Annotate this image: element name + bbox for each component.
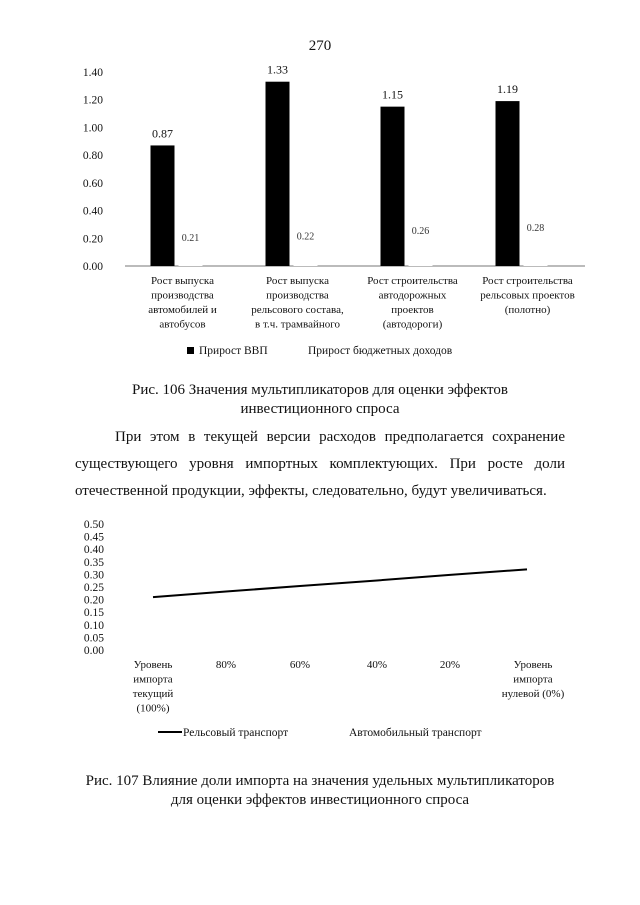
x-category-label: (полотно) xyxy=(504,304,551,316)
legend-budget-swatch xyxy=(300,347,307,354)
y-tick-label: 0.00 xyxy=(82,261,103,273)
y-tick-label: 0.30 xyxy=(83,569,104,582)
y-tick-label: 0.10 xyxy=(83,619,104,632)
y-tick-label: 1.40 xyxy=(82,67,103,79)
x-category-label: 80% xyxy=(215,659,237,671)
figure-107-caption-line2: для оценки эффектов инвестиционного спроса xyxy=(170,792,470,808)
bar-budget-value-label: 0.26 xyxy=(411,225,430,237)
x-category-label: импорта xyxy=(513,673,553,686)
x-category-label: рельсового состава, xyxy=(251,304,344,316)
y-tick-label: 0.80 xyxy=(82,150,103,163)
x-category-label: (автодороги) xyxy=(382,318,443,331)
y-tick-label: 0.00 xyxy=(83,645,104,657)
x-category-label: импорта xyxy=(133,673,173,686)
x-category-label: рельсовых проектов xyxy=(480,289,575,302)
x-category-label: производства xyxy=(266,289,329,302)
figure-107-caption-line1: Рис. 107 Влияние доли импорта на значения удельных мультипликаторов xyxy=(85,773,555,789)
legend-rail-label: Рельсовый транспорт xyxy=(183,727,289,739)
body-paragraph: При этом в текущей версии расходов предполагается сохранение существующего уровня импортных комплектующих. При росте доли отечественной продукции, эффекты, следовательно, будут увеличиваться. xyxy=(75,429,565,499)
x-category-label: автодорожных xyxy=(378,289,447,302)
x-category-label: автобусов xyxy=(159,318,206,331)
bar-gdp-value-label: 1.15 xyxy=(382,87,403,102)
bar-gdp-value-label: 0.87 xyxy=(152,126,173,141)
y-tick-label: 0.20 xyxy=(82,233,103,246)
legend-auto-label: Автомобильный транспорт xyxy=(349,727,482,739)
x-category-label: Уровень xyxy=(133,659,173,671)
y-tick-label: 0.15 xyxy=(83,607,104,620)
x-category-label: Рост выпуска xyxy=(151,275,214,287)
y-tick-label: 0.05 xyxy=(83,632,104,645)
bar-gdp-value-label: 1.19 xyxy=(497,82,518,97)
line-chart xyxy=(0,515,640,750)
bar-gdp xyxy=(381,107,405,266)
y-tick-label: 0.25 xyxy=(83,582,104,594)
y-tick-label: 0.20 xyxy=(83,594,104,607)
x-category-label: автомобилей и xyxy=(148,304,217,316)
y-tick-label: 0.50 xyxy=(83,519,104,531)
x-category-label: Рост выпуска xyxy=(266,275,329,287)
line-series-0 xyxy=(153,569,527,597)
y-tick-label: 0.60 xyxy=(82,177,103,190)
x-category-label: Рост строительства xyxy=(482,275,573,287)
page-number: 270 xyxy=(308,38,332,54)
figure-107-caption xyxy=(60,772,580,810)
x-category-label: в т.ч. трамвайного xyxy=(255,318,340,331)
x-category-label: 40% xyxy=(366,659,388,671)
bar-gdp xyxy=(151,145,175,266)
legend-gdp-label: Прирост ВВП xyxy=(199,345,268,357)
bar-gdp xyxy=(266,82,290,266)
x-category-label: производства xyxy=(151,289,214,302)
y-tick-label: 1.00 xyxy=(82,122,103,135)
x-category-label: нулевой (0%) xyxy=(501,688,565,700)
legend-budget-label: Прирост бюджетных доходов xyxy=(308,345,453,357)
y-tick-label: 0.40 xyxy=(83,544,104,557)
bar-gdp xyxy=(496,101,520,266)
x-category-label: проектов xyxy=(391,304,434,316)
bar-budget-value-label: 0.21 xyxy=(181,232,200,244)
x-category-label: (100%) xyxy=(136,702,170,715)
figure-106-caption-line2: инвестиционного спроса xyxy=(240,401,400,417)
y-tick-label: 0.35 xyxy=(83,556,104,569)
x-category-label: 60% xyxy=(289,659,311,671)
x-category-label: Рост строительства xyxy=(367,275,458,287)
bar-gdp-value-label: 1.33 xyxy=(267,62,288,77)
legend-gdp-swatch xyxy=(187,347,194,354)
figure-106-caption-line1: Рис. 106 Значения мультипликаторов для оценки эффектов xyxy=(132,382,508,398)
figure-106-caption xyxy=(60,381,580,419)
y-tick-label: 0.45 xyxy=(83,531,104,544)
bar-budget-value-label: 0.22 xyxy=(296,231,315,243)
x-category-label: 20% xyxy=(439,659,461,671)
bar-chart xyxy=(0,58,640,368)
x-category-label: текущий xyxy=(132,688,174,700)
y-tick-label: 1.20 xyxy=(82,94,103,107)
x-category-label: Уровень xyxy=(513,659,553,671)
y-tick-label: 0.40 xyxy=(82,205,103,218)
bar-budget-value-label: 0.28 xyxy=(526,223,545,235)
